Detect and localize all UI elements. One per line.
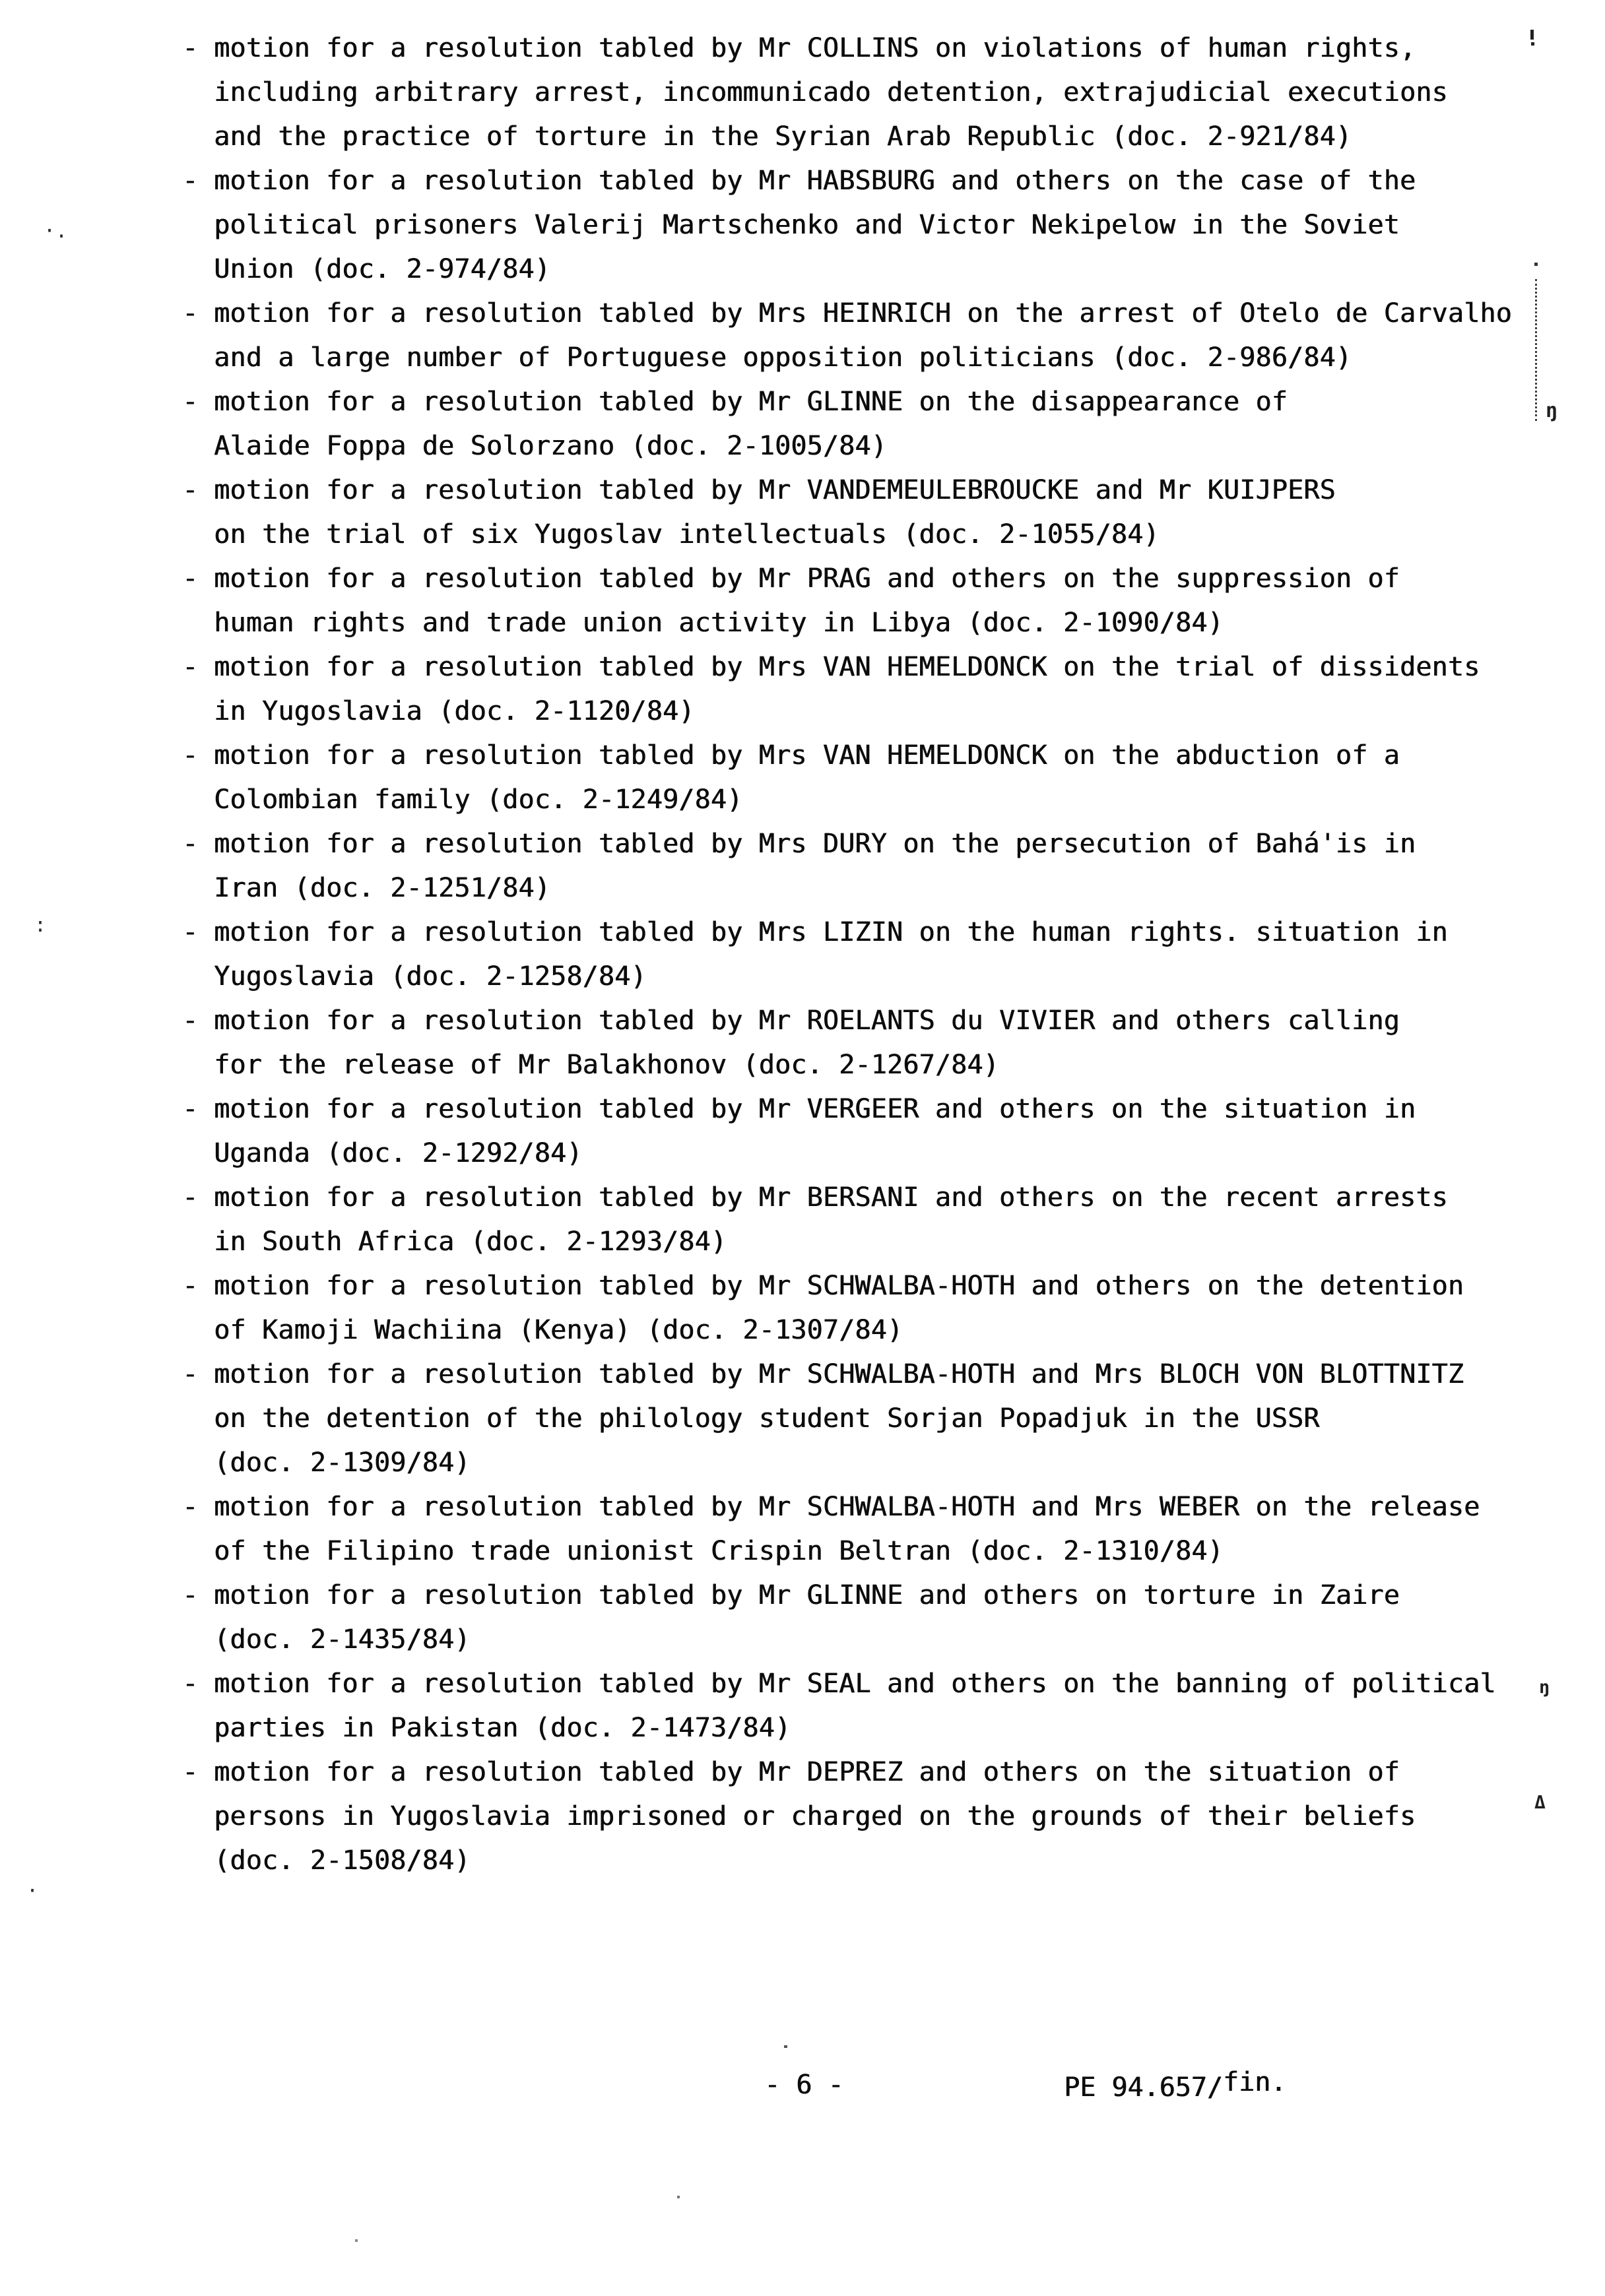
text-line — [182, 1839, 1588, 1883]
text-line — [182, 468, 1588, 513]
text-line-content: motion for a resolution tabled by Mr SCHWALBA-HOTH and Mrs BLOCH VON BLOTTNITZ — [214, 1359, 1464, 1389]
text-line — [182, 1706, 1588, 1750]
document-reference — [1064, 2067, 1287, 2103]
text-line-content: motion for a resolution tabled by Mr HABSBURG and others on the case of the — [214, 166, 1416, 196]
reference-suffix: fin. — [1222, 2067, 1287, 2097]
text-line — [182, 955, 1588, 999]
bullet-dash: - — [182, 917, 199, 947]
text-line-content: Iran (doc. 2-1251/84) — [214, 873, 550, 903]
text-line — [182, 1220, 1588, 1264]
text-line-content: motion for a resolution tabled by Mr PRAG and others on the suppression of — [214, 563, 1400, 594]
text-line-content: motion for a resolution tabled by Mr ROELANTS du VIVIER and others calling — [214, 1005, 1400, 1036]
text-line — [182, 292, 1588, 336]
bullet-dash: - — [182, 1669, 199, 1699]
text-line — [182, 203, 1588, 247]
motion-item — [182, 26, 1588, 159]
bullet-dash: - — [182, 829, 199, 859]
bullet-dash: - — [182, 166, 199, 196]
text-line — [182, 1662, 1588, 1706]
text-line — [182, 866, 1588, 910]
scan-artifact-tick-dot — [1531, 42, 1534, 46]
text-line — [182, 1308, 1588, 1353]
scan-artifact-dot — [1534, 263, 1538, 266]
text-line-content: Union (doc. 2-974/84) — [214, 254, 550, 284]
bullet-dash: - — [182, 1580, 199, 1610]
text-line — [182, 1264, 1588, 1308]
text-line — [182, 1485, 1588, 1529]
text-line — [182, 1791, 1588, 1839]
motion-item — [182, 999, 1588, 1087]
bullet-dash: - — [182, 298, 199, 329]
text-line-content: including arbitrary arrest, incommunicado detention, extrajudicial executions — [214, 77, 1448, 108]
motion-item — [182, 1176, 1588, 1264]
scan-artifact-dot — [677, 2196, 680, 2198]
text-line-content: on the detention of the philology student Sorjan Popadjuk in the USSR — [214, 1403, 1320, 1434]
text-line-content: motion for a resolution tabled by Mr DEPREZ and others on the situation of — [214, 1757, 1400, 1787]
text-line-content: motion for a resolution tabled by Mrs HEINRICH on the arrest of Otelo de Carvalho — [214, 298, 1512, 329]
text-line-content: in South Africa (doc. 2-1293/84) — [214, 1227, 727, 1257]
bullet-dash: - — [182, 1757, 199, 1787]
text-line — [182, 734, 1588, 778]
text-line — [182, 1087, 1588, 1132]
text-line-content: motion for a resolution tabled by Mrs LIZIN on the human rights. situation in — [214, 917, 1448, 947]
motion-item — [182, 734, 1588, 822]
bullet-dash: - — [182, 1271, 199, 1301]
motion-item — [182, 645, 1588, 734]
scan-artifact-margin-dots: ·. — [44, 220, 68, 243]
motion-item — [182, 557, 1588, 645]
bullet-dash: - — [182, 387, 199, 417]
text-line-content: (doc. 2-1508/84) — [214, 1845, 471, 1876]
text-line-content: motion for a resolution tabled by Mr SEAL and others on the banning of political — [214, 1669, 1496, 1699]
bullet-dash: - — [182, 563, 199, 594]
text-line — [182, 1441, 1588, 1485]
bullet-dash: - — [182, 1359, 199, 1389]
text-line — [182, 115, 1588, 159]
text-line — [182, 910, 1588, 955]
bullet-dash: - — [182, 740, 199, 771]
text-line-content: political prisoners Valerij Martschenko and Victor Nekipelow in the Soviet — [214, 210, 1400, 240]
scan-artifact-dot — [355, 2239, 358, 2242]
scan-artifact-margin-dot: · — [26, 1880, 39, 1903]
scan-artifact-tick — [1530, 30, 1534, 40]
motion-item — [182, 380, 1588, 468]
scan-artifact-dot — [784, 2045, 787, 2048]
text-line — [182, 822, 1588, 866]
text-line — [182, 1750, 1588, 1795]
bullet-dash: - — [182, 1492, 199, 1522]
motion-item — [182, 1750, 1588, 1883]
text-line — [182, 424, 1588, 468]
text-line-content: motion for a resolution tabled by Mrs VAN HEMELDONCK on the abduction of a — [214, 740, 1400, 771]
motion-item — [182, 1264, 1588, 1353]
scan-artifact-squiggle: ŋ — [1539, 1677, 1550, 1698]
text-line-content: Uganda (doc. 2-1292/84) — [214, 1138, 583, 1168]
text-line-content: (doc. 2-1435/84) — [214, 1624, 471, 1655]
text-line-content: on the trial of six Yugoslav intellectuals (doc. 2-1055/84) — [214, 519, 1160, 550]
text-line-content: motion for a resolution tabled by Mr SCHWALBA-HOTH and Mrs WEBER on the release — [214, 1492, 1480, 1522]
text-line-content: (doc. 2-1309/84) — [214, 1448, 471, 1478]
text-line — [182, 26, 1588, 71]
bullet-dash: - — [182, 1005, 199, 1036]
text-line — [182, 1529, 1588, 1574]
bullet-dash: - — [182, 475, 199, 505]
text-line-content: motion for a resolution tabled by Mr BERSANI and others on the recent arrests — [214, 1182, 1448, 1213]
motion-item — [182, 822, 1588, 910]
text-line — [182, 1353, 1588, 1397]
motion-item — [182, 159, 1588, 292]
scan-artifact-triangle: Δ — [1534, 1791, 1546, 1813]
motion-item — [182, 1662, 1588, 1750]
motion-item — [182, 292, 1588, 380]
text-line — [182, 778, 1588, 822]
text-line — [182, 336, 1588, 380]
text-line-content: motion for a resolution tabled by Mr VERGEER and others on the situation in — [214, 1094, 1416, 1124]
text-line — [182, 247, 1588, 292]
text-line-content: motion for a resolution tabled by Mrs DURY on the persecution of Bahá'is in — [214, 829, 1416, 859]
text-line — [182, 1176, 1588, 1220]
scan-artifact-dashed-line — [1535, 279, 1537, 421]
text-line — [182, 1043, 1588, 1087]
text-line-content: Colombian family (doc. 2-1249/84) — [214, 784, 743, 815]
text-line-content: Yugoslavia (doc. 2-1258/84) — [214, 961, 647, 992]
motion-item — [182, 1353, 1588, 1485]
text-line-content: motion for a resolution tabled by Mr SCHWALBA-HOTH and others on the detention — [214, 1271, 1464, 1301]
reference-main: PE 94.657/ — [1064, 2072, 1223, 2103]
text-line — [182, 1574, 1588, 1618]
text-line — [182, 159, 1588, 203]
text-line-content: of Kamoji Wachiina (Kenya) (doc. 2-1307/84) — [214, 1315, 903, 1345]
motion-item — [182, 1485, 1588, 1574]
text-line — [182, 645, 1588, 689]
bullet-dash: - — [182, 1182, 199, 1213]
text-line-content: motion for a resolution tabled by Mrs VAN HEMELDONCK on the trial of dissidents — [214, 652, 1480, 682]
motion-item — [182, 1574, 1588, 1662]
motion-item — [182, 468, 1588, 557]
text-line-content: of the Filipino trade unionist Crispin Beltran (doc. 2-1310/84) — [214, 1536, 1224, 1566]
text-line-content: motion for a resolution tabled by Mr VANDEMEULEBROUCKE and Mr KUIJPERS — [214, 475, 1336, 505]
motion-item — [182, 1087, 1588, 1176]
text-line-content: parties in Pakistan (doc. 2-1473/84) — [214, 1713, 791, 1743]
text-line-content: motion for a resolution tabled by Mr GLINNE and others on torture in Zaire — [214, 1580, 1400, 1610]
text-line-content: motion for a resolution tabled by Mr COLLINS on violations of human rights, — [214, 33, 1416, 63]
text-line — [182, 71, 1588, 115]
text-line — [182, 557, 1588, 601]
page-number: - 6 - — [764, 2070, 844, 2100]
bullet-dash: - — [182, 1094, 199, 1124]
motion-list — [182, 26, 1588, 1883]
text-line-content: and the practice of torture in the Syrian Arab Republic (doc. 2-921/84) — [214, 121, 1352, 152]
text-line-content: motion for a resolution tabled by Mr GLINNE on the disappearance of — [214, 387, 1288, 417]
text-line — [182, 689, 1588, 734]
text-line-content: persons in Yugoslavia imprisoned or charged on the grounds of their beliefs — [214, 1801, 1416, 1832]
text-line — [182, 601, 1588, 645]
text-line — [182, 1618, 1588, 1662]
motion-item — [182, 910, 1588, 999]
text-line-content: and a large number of Portuguese opposition politicians (doc. 2-986/84) — [214, 342, 1352, 373]
bullet-dash: - — [182, 652, 199, 682]
text-line-content: in Yugoslavia (doc. 2-1120/84) — [214, 696, 695, 726]
bullet-dash: - — [182, 33, 199, 63]
text-line-content: for the release of Mr Balakhonov (doc. 2-1267/84) — [214, 1050, 999, 1080]
scan-artifact-squiggle: ŋ — [1546, 399, 1558, 422]
text-line-content: Alaide Foppa de Solorzano (doc. 2-1005/84) — [214, 431, 887, 461]
scan-artifact-margin-colon: : — [34, 914, 47, 937]
text-line — [182, 1397, 1588, 1441]
text-line — [182, 1132, 1588, 1176]
text-line-content: human rights and trade union activity in Libya (doc. 2-1090/84) — [214, 608, 1224, 638]
text-line — [182, 513, 1588, 557]
text-line — [182, 999, 1588, 1043]
text-line — [182, 380, 1588, 424]
